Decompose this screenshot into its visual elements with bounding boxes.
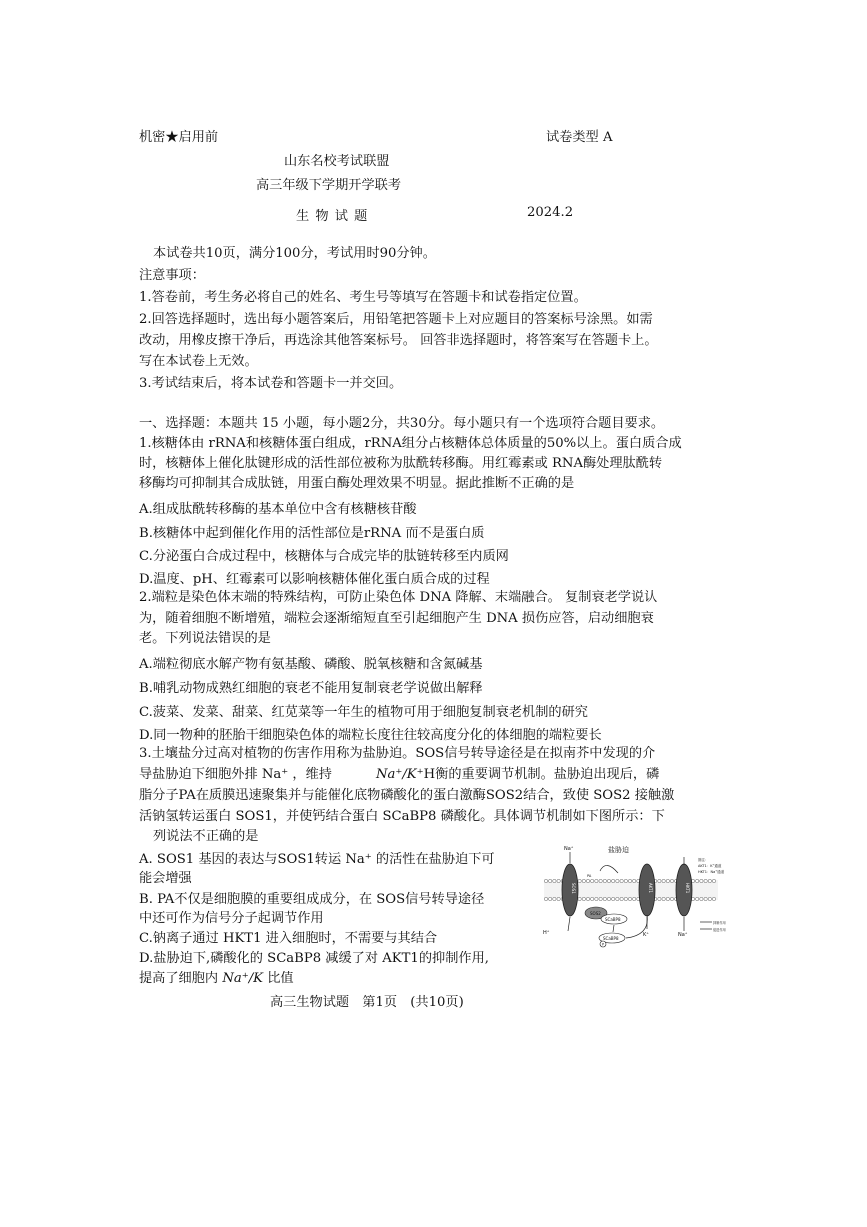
lipid-head <box>658 897 661 900</box>
q3-option-d-part: 提高了细胞内 <box>139 971 219 986</box>
lipid-head <box>620 897 623 900</box>
lipid-head <box>586 897 589 900</box>
akt1-label: AKT1 <box>648 883 653 894</box>
lipid-head <box>557 879 560 882</box>
lipid-head <box>607 879 610 882</box>
q2-stem: 为，随着细胞不断增殖，端粒会逐渐缩短直至引起细胞产生 DNA 损伤应答，启动细胞衰 <box>139 611 654 626</box>
lipid-head <box>549 897 552 900</box>
q3-stem: 活钠氢转运蛋白 SOS1，并使钙结合蛋白 SCaBP8 磷酸化。具体调节机制如下图所示：下 <box>139 809 665 824</box>
lipid-head <box>633 879 636 882</box>
lipid-head <box>603 879 606 882</box>
q2-stem: 老。下列说法错误的是 <box>139 631 271 646</box>
lipid-head <box>704 879 707 882</box>
lipid-head <box>607 897 610 900</box>
lipid-head <box>624 897 627 900</box>
q3-option-a: A. SOS1 基因的表达与SOS1转运 Na⁺ 的活性在盐胁迫下可 <box>139 852 495 867</box>
lipid-head <box>658 879 661 882</box>
q1-stem: 移酶均可抑制其合成肽链，用蛋白酶处理效果不明显。据此推断不正确的是 <box>139 476 575 491</box>
legend-hkt1: HKT1：Na⁺通道 <box>698 870 725 874</box>
q3-option-d: D.盐胁迫下,磷酸化的 SCaBP8 减缓了对 AKT1的抑制作用, <box>139 951 489 966</box>
q3-option-b: B. PA不仅是细胞膜的重要组成成分，在 SOS信号转导途径 <box>139 892 485 907</box>
intro-text: 本试卷共10页，满分100分，考试用时90分钟。 <box>153 246 436 261</box>
legend-akt1: AKT1：K⁺通道 <box>698 864 722 868</box>
lipid-head <box>708 897 711 900</box>
section-title: 一、选择题：本题共 15 小题，每小题2分，共30分。每小题只有一个选项符合题目要求。 <box>139 416 665 431</box>
exam-date: 2024.2 <box>527 205 574 220</box>
q3-stem: 脂分子PA在质膜迅速聚集并与能催化底物磷酸化的蛋白激酶SOS2结合，致使 SOS2 接触激 <box>139 788 675 803</box>
q3-option-d-cont <box>139 967 294 986</box>
q3-option-d-math: Na⁺/K <box>222 971 263 986</box>
lipid-head <box>662 897 665 900</box>
lipid-head <box>595 879 598 882</box>
lipid-head <box>712 879 715 882</box>
lipid-head <box>712 897 715 900</box>
notice-item: 2.回答选择题时，选出每小题答案后，用铅笔把答题卡上对应题目的答案标号涂黑。如需 <box>139 312 653 327</box>
lipid-head <box>599 879 602 882</box>
lipid-head <box>666 879 669 882</box>
q3-stem <box>139 765 659 785</box>
q3-option-d-part: 比值 <box>267 971 294 986</box>
pa-label: PA <box>587 874 592 878</box>
lipid-head <box>662 879 665 882</box>
paper-type: 试卷类型 A <box>546 130 613 145</box>
lipid-head <box>553 879 556 882</box>
q3-stem-part: H衡的重要调节机制。盐胁迫出现后，磷 <box>423 767 660 782</box>
q3-option-b-cont: 中还可作为信号分子起调节作用 <box>139 911 324 926</box>
legend-inhibit: 抑制作用 <box>713 921 726 925</box>
lipid-head <box>666 897 669 900</box>
legend-promote: 促进作用 <box>713 928 726 932</box>
q3-stem-part: 导盐胁迫下细胞外排 Na⁺ ，维持 <box>139 767 332 782</box>
sos2-label: SOS2 <box>590 911 601 916</box>
q3-stem: 3.土壤盐分过高对植物的伤害作用称为盐胁迫。SOS信号转导途径是在拟南芥中发现的介 <box>139 746 656 761</box>
notice-item: 1.答卷前，考生务必将自己的姓名、考生号等填写在答题卡和试卷指定位置。 <box>139 290 587 305</box>
lipid-head <box>591 879 594 882</box>
q3-stem: 列说法不正确的是 <box>153 829 259 844</box>
q3-option-a-cont: 能会增强 <box>139 871 192 886</box>
notice-item: 写在本试卷上无效。 <box>139 354 258 369</box>
lipid-head <box>595 897 598 900</box>
lipid-head <box>670 879 673 882</box>
phosphate-label: P <box>602 942 605 947</box>
na-bottom-label: Na⁺ <box>678 932 688 938</box>
notice-item: 3.考试结束后，将本试卷和答题卡一并交回。 <box>139 376 403 391</box>
lipid-head <box>612 897 615 900</box>
q1-option-c: C.分泌蛋白合成过程中，核糖体与合成完毕的肽链转移至内质网 <box>139 549 509 564</box>
q2-option-b: B.哺乳动物成熟红细胞的衰老不能用复制衰老学说做出解释 <box>139 681 483 696</box>
sos1-label: SOS1 <box>571 883 576 894</box>
q3-option-c: C.钠离子通过 HKT1 进入细胞时，不需要与其结合 <box>139 931 438 946</box>
lipid-head <box>628 897 631 900</box>
notice-title: 注意事项： <box>139 268 205 283</box>
lipid-head <box>620 879 623 882</box>
h-ion-label: H⁺ <box>543 930 550 936</box>
k-ion-label: K⁺ <box>643 932 649 938</box>
q3-stem-math: Na⁺/K⁺ <box>376 767 424 782</box>
lipid-head <box>670 897 673 900</box>
lipid-head <box>582 879 585 882</box>
lipid-head <box>633 897 636 900</box>
hkt1-label: HKT1 <box>685 883 690 894</box>
lipid-head <box>616 879 619 882</box>
q2-option-a: A.端粒彻底水解产物有氨基酸、磷酸、脱氧核糖和含氮碱基 <box>139 657 483 672</box>
lipid-head <box>578 897 581 900</box>
secret-label: 机密★启用前 <box>139 130 219 145</box>
q1-option-a: A.组成肽酰转移酶的基本单位中含有核糖核苷酸 <box>139 502 417 517</box>
q1-stem: 时，核糖体上催化肽键形成的活性部位被称为肽酰转移酶。用红霉素或 RNA酶处理肽酰转 <box>139 456 663 471</box>
lipid-head <box>628 879 631 882</box>
lipid-head <box>544 879 547 882</box>
salt-stress-diagram <box>540 843 726 947</box>
subject-title: 生 物 试 题 <box>296 209 369 224</box>
lipid-head <box>603 897 606 900</box>
scabp8-p-label: SCaBP8 <box>603 936 619 941</box>
lipid-head <box>696 897 699 900</box>
q2-option-c: C.菠菜、发菜、甜菜、红苋菜等一年生的植物可用于细胞复制衰老机制的研究 <box>139 705 588 720</box>
lipid-head <box>700 879 703 882</box>
lipid-head <box>612 879 615 882</box>
lipid-head <box>624 879 627 882</box>
q2-option-d: D.同一物种的胚胎干细胞染色体的端粒长度往往较高度分化的体细胞的端粒要长 <box>139 728 602 743</box>
legend-title: 图注： <box>698 858 709 862</box>
lipid-head <box>616 897 619 900</box>
lipid-head <box>704 897 707 900</box>
lipid-head <box>696 879 699 882</box>
na-top-label: Na⁺ <box>564 846 574 852</box>
lipid-head <box>591 897 594 900</box>
diagram-title: 盐胁迫 <box>608 846 629 854</box>
lipid-head <box>557 897 560 900</box>
page-footer: 高三生物试题 第1页 (共10页) <box>270 995 464 1010</box>
lipid-head <box>582 897 585 900</box>
lipid-head <box>708 879 711 882</box>
lipid-head <box>599 897 602 900</box>
q2-stem: 2.端粒是染色体末端的特殊结构，可防止染色体 DNA 降解、末端融合。 复制衰老学说认 <box>139 590 658 605</box>
q1-option-d: D.温度、pH、红霉素可以影响核糖体催化蛋白质合成的过程 <box>139 572 490 587</box>
org-title: 山东名校考试联盟 <box>284 154 390 169</box>
lipid-head <box>700 897 703 900</box>
q1-option-b: B.核糖体中起到催化作用的活性部位是rRNA 而不是蛋白质 <box>139 526 485 541</box>
lipid-head <box>549 879 552 882</box>
scabp8-label: SCaBP8 <box>605 917 621 922</box>
lipid-head <box>553 897 556 900</box>
exam-title: 高三年级下学期开学联考 <box>256 178 402 193</box>
q1-stem: 1.核糖体由 rRNA和核糖体蛋白组成，rRNA组分占核糖体总体质量的50%以上。蛋白质合成 <box>139 436 682 451</box>
notice-item: 改动，用橡皮擦干净后，再选涂其他答案标号。 回答非选择题时，将答案写在答题卡上。 <box>139 333 658 348</box>
lipid-head <box>578 879 581 882</box>
lipid-head <box>544 897 547 900</box>
lipid-head <box>586 879 589 882</box>
